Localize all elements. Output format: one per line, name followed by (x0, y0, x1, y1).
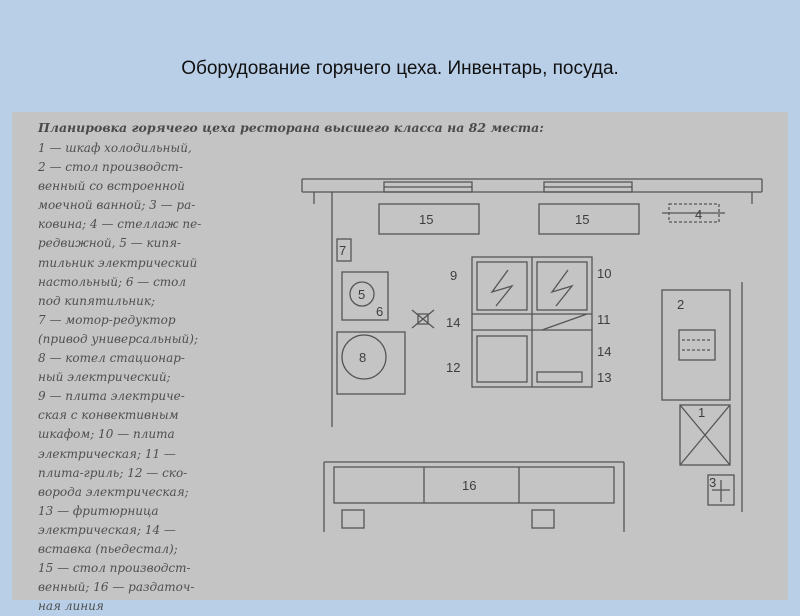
legend-line: под кипятильник; (38, 293, 156, 308)
label-14b: 14 (597, 344, 612, 359)
legend-line: 9 — плита электриче- (38, 389, 185, 404)
legend-line: 8 — котел стационар- (38, 351, 185, 366)
label-15b: 15 (575, 212, 590, 227)
label-4: 4 (695, 207, 703, 222)
sink-basin (679, 330, 715, 360)
legend-line: ская с конвективным (38, 408, 179, 423)
slide-title: Оборудование горячего цеха. Инвентарь, посуда. (181, 58, 619, 79)
legend-line: моечной ванной; 3 — ра- (38, 198, 196, 213)
production-table-2 (662, 290, 730, 400)
label-8: 8 (359, 350, 367, 365)
plan-heading: Планировка горячего цеха ресторана высшего класса на 82 места: (38, 120, 544, 135)
mobile-rack-4 (662, 204, 725, 222)
label-5: 5 (358, 287, 366, 302)
label-2: 2 (677, 297, 685, 312)
label-9: 9 (450, 268, 458, 283)
legend-line: шкафом; 10 — плита (38, 427, 175, 442)
label-10: 10 (597, 266, 612, 281)
legend-line: венный; 16 — раздаточ- (38, 580, 195, 595)
legend-line: 7 — мотор-редуктор (38, 312, 176, 327)
label-11: 11 (597, 312, 611, 327)
label-7: 7 (339, 243, 347, 258)
label-12: 12 (446, 360, 461, 375)
legend-line: ковина; 4 — стеллаж пе- (38, 217, 202, 232)
label-13: 13 (597, 370, 612, 385)
label-3: 3 (709, 475, 717, 490)
legend-line: электрическая; 11 — (38, 446, 176, 461)
legend-line: вставка (пьедестал); (38, 541, 178, 556)
legend-line: ворода электрическая; (38, 484, 189, 499)
legend-line: 2 — стол производст- (38, 160, 183, 175)
legend-line: тильник электрический (38, 255, 198, 270)
legend-line: плита-гриль; 12 — ско- (38, 465, 188, 480)
label-16: 16 (462, 478, 477, 493)
floor-plan-drawing (12, 112, 788, 600)
legend-line: (привод универсальный); (38, 331, 198, 346)
legend-line: ная линия (38, 599, 104, 614)
legend-line: настольный; 6 — стол (38, 274, 187, 289)
label-15a: 15 (419, 212, 434, 227)
kettle-box-8 (337, 332, 405, 394)
legend-line: 13 — фритюрница (38, 503, 159, 518)
legend-line: ный электрический; (38, 370, 171, 385)
serving-line-16 (324, 462, 624, 532)
column-symbol (412, 310, 434, 328)
label-6: 6 (376, 304, 384, 319)
label-1: 1 (698, 405, 706, 420)
legend-line: редвижной, 5 — кипя- (38, 236, 182, 251)
legend-line: 15 — стол производст- (38, 561, 191, 576)
legend-line: 1 — шкаф холодильный, (38, 141, 192, 155)
central-island (472, 257, 592, 387)
top-wall (302, 179, 762, 204)
scanned-plan-image (12, 112, 788, 614)
label-14a: 14 (446, 315, 461, 330)
legend-line: венный со встроенной (38, 179, 185, 194)
legend-line: электрическая; 14 — (38, 522, 176, 537)
